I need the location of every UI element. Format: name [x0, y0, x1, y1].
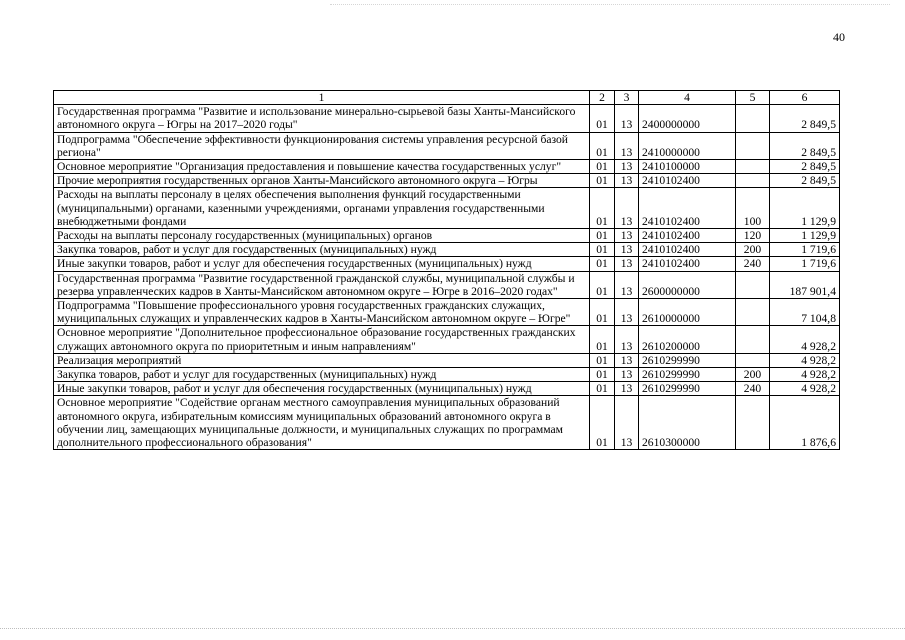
row-expense-kind — [736, 132, 770, 159]
row-subsection: 13 — [615, 132, 639, 159]
row-section: 01 — [590, 353, 615, 367]
row-section: 01 — [590, 132, 615, 159]
scan-artifact-bottom — [0, 628, 905, 629]
row-section: 01 — [590, 326, 615, 353]
row-name: Расходы на выплаты персоналу государственных (муниципальных) органов — [54, 229, 590, 243]
row-subsection: 13 — [615, 188, 639, 229]
row-expense-kind: 200 — [736, 368, 770, 382]
table-row — [54, 396, 840, 450]
row-expense-kind — [736, 271, 770, 298]
row-expense-kind: 100 — [736, 188, 770, 229]
row-target-code: 2410102400 — [639, 257, 736, 271]
table-row — [54, 174, 840, 188]
table-row — [54, 326, 840, 353]
row-section: 01 — [590, 243, 615, 257]
row-expense-kind — [736, 326, 770, 353]
row-target-code: 2610000000 — [639, 299, 736, 326]
row-target-code: 2610299990 — [639, 368, 736, 382]
row-target-code: 2410100000 — [639, 160, 736, 174]
row-expense-kind — [736, 160, 770, 174]
row-amount: 2 849,5 — [770, 132, 840, 159]
table-row — [54, 257, 840, 271]
row-amount: 4 928,2 — [770, 382, 840, 396]
header-row — [54, 91, 840, 105]
column-header-2: 2 — [590, 91, 615, 105]
row-target-code: 2410000000 — [639, 132, 736, 159]
row-name: Иные закупки товаров, работ и услуг для обеспечения государственных (муниципальных) нужд — [54, 257, 590, 271]
row-name: Основное мероприятие "Содействие органам местного самоуправления муниципальных образований автономного округа, избирательным комиссиям муниципальных образований автономного округа в обучении лиц, замещающих муниципальные должности, и муниципальных служащих по программам дополнительного профессионального образования" — [54, 396, 590, 450]
row-section: 01 — [590, 396, 615, 450]
row-section: 01 — [590, 105, 615, 132]
row-amount: 2 849,5 — [770, 160, 840, 174]
row-target-code: 2400000000 — [639, 105, 736, 132]
row-subsection: 13 — [615, 326, 639, 353]
row-name: Подпрограмма "Повышение профессионального уровня государственных гражданских служащих, муниципальных служащих и управленческих кадров в Ханты-Мансийском автономном округе – Югре" — [54, 299, 590, 326]
row-amount: 1 129,9 — [770, 188, 840, 229]
row-target-code: 2610200000 — [639, 326, 736, 353]
column-header-3: 3 — [615, 91, 639, 105]
row-name: Государственная программа "Развитие и использование минерально-сырьевой базы Ханты-Мансийского автономного округа – Югры на 2017–2020 годы" — [54, 105, 590, 132]
row-subsection: 13 — [615, 174, 639, 188]
row-target-code: 2410102400 — [639, 174, 736, 188]
row-target-code: 2600000000 — [639, 271, 736, 298]
row-amount: 2 849,5 — [770, 105, 840, 132]
row-name: Расходы на выплаты персоналу в целях обеспечения выполнения функций государственными (муниципальными) органами, казенными учреждениями, органами управления государственными внебюджетными фондами — [54, 188, 590, 229]
row-amount: 187 901,4 — [770, 271, 840, 298]
row-amount: 1 876,6 — [770, 396, 840, 450]
row-subsection: 13 — [615, 368, 639, 382]
row-name: Государственная программа "Развитие государственной гражданской службы, муниципальной службы и резерва управленческих кадров в Ханты-Мансийском автономном округе – Югре в 2016–2020 годах" — [54, 271, 590, 298]
row-subsection: 13 — [615, 229, 639, 243]
row-subsection: 13 — [615, 299, 639, 326]
table-body — [54, 105, 840, 450]
table-row — [54, 160, 840, 174]
row-expense-kind — [736, 299, 770, 326]
budget-table — [53, 90, 840, 450]
row-section: 01 — [590, 188, 615, 229]
row-section: 01 — [590, 382, 615, 396]
row-subsection: 13 — [615, 257, 639, 271]
row-expense-kind: 200 — [736, 243, 770, 257]
row-subsection: 13 — [615, 160, 639, 174]
row-target-code: 2410102400 — [639, 229, 736, 243]
row-amount: 7 104,8 — [770, 299, 840, 326]
row-expense-kind — [736, 396, 770, 450]
row-target-code: 2610299990 — [639, 382, 736, 396]
row-section: 01 — [590, 257, 615, 271]
row-amount: 1 719,6 — [770, 257, 840, 271]
row-subsection: 13 — [615, 271, 639, 298]
row-target-code: 2410102400 — [639, 243, 736, 257]
row-expense-kind: 240 — [736, 382, 770, 396]
row-subsection: 13 — [615, 396, 639, 450]
row-subsection: 13 — [615, 105, 639, 132]
page-number: 40 — [833, 30, 845, 44]
row-expense-kind: 120 — [736, 229, 770, 243]
row-name: Подпрограмма "Обеспечение эффективности функционирования системы управления ресурсной базой региона" — [54, 132, 590, 159]
row-expense-kind: 240 — [736, 257, 770, 271]
table-row — [54, 271, 840, 298]
row-amount: 4 928,2 — [770, 353, 840, 367]
row-subsection: 13 — [615, 243, 639, 257]
row-amount: 4 928,2 — [770, 368, 840, 382]
table-row — [54, 382, 840, 396]
scan-artifact-top — [330, 4, 890, 5]
table-row — [54, 229, 840, 243]
row-section: 01 — [590, 160, 615, 174]
table-row — [54, 368, 840, 382]
row-amount: 1 719,6 — [770, 243, 840, 257]
row-amount: 4 928,2 — [770, 326, 840, 353]
row-target-code: 2610299990 — [639, 353, 736, 367]
row-expense-kind — [736, 105, 770, 132]
column-header-6: 6 — [770, 91, 840, 105]
row-name: Прочие мероприятия государственных органов Ханты-Мансийского автономного округа – Югры — [54, 174, 590, 188]
row-expense-kind — [736, 353, 770, 367]
row-subsection: 13 — [615, 353, 639, 367]
table-row — [54, 299, 840, 326]
column-header-1: 1 — [54, 91, 590, 105]
row-section: 01 — [590, 174, 615, 188]
column-header-4: 4 — [639, 91, 736, 105]
table-row — [54, 132, 840, 159]
row-amount: 2 849,5 — [770, 174, 840, 188]
row-name: Реализация мероприятий — [54, 353, 590, 367]
row-target-code: 2410102400 — [639, 188, 736, 229]
row-expense-kind — [736, 174, 770, 188]
row-name: Закупка товаров, работ и услуг для государственных (муниципальных) нужд — [54, 368, 590, 382]
table-row — [54, 243, 840, 257]
table-row — [54, 188, 840, 229]
row-name: Основное мероприятие "Организация предоставления и повышение качества государственных услуг" — [54, 160, 590, 174]
row-section: 01 — [590, 299, 615, 326]
row-target-code: 2610300000 — [639, 396, 736, 450]
row-name: Иные закупки товаров, работ и услуг для обеспечения государственных (муниципальных) нужд — [54, 382, 590, 396]
column-header-5: 5 — [736, 91, 770, 105]
row-name: Основное мероприятие "Дополнительное профессиональное образование государственных гражданских служащих автономного округа по приоритетным и иным направлениям" — [54, 326, 590, 353]
row-section: 01 — [590, 229, 615, 243]
table-row — [54, 105, 840, 132]
row-amount: 1 129,9 — [770, 229, 840, 243]
table-row — [54, 353, 840, 367]
row-section: 01 — [590, 368, 615, 382]
row-subsection: 13 — [615, 382, 639, 396]
row-section: 01 — [590, 271, 615, 298]
row-name: Закупка товаров, работ и услуг для государственных (муниципальных) нужд — [54, 243, 590, 257]
